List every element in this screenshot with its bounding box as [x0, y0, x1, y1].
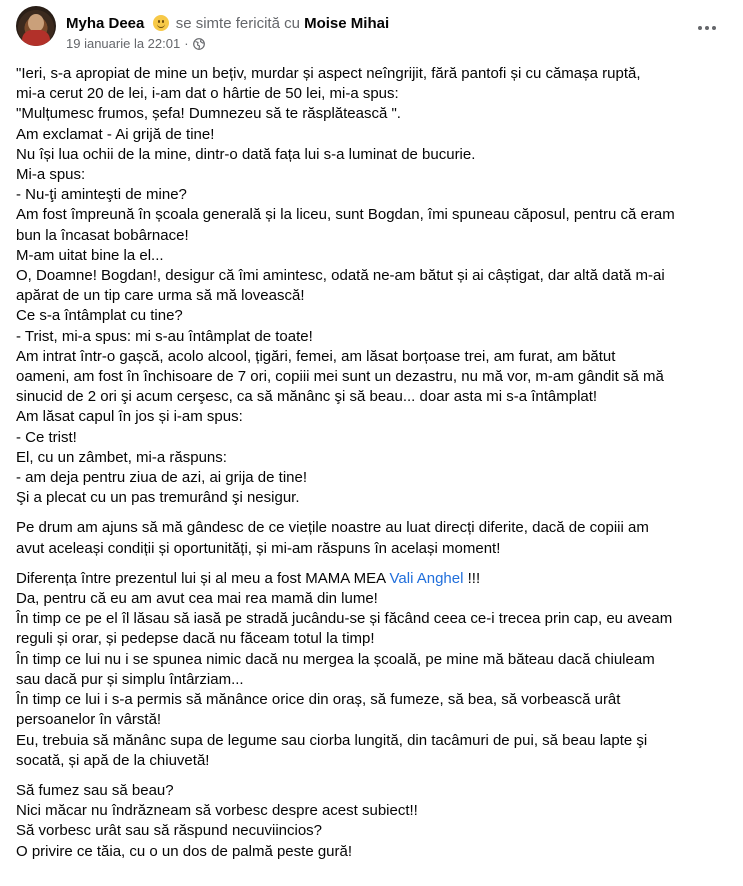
text-line: persoanelor în vârstă!: [16, 711, 162, 729]
text-line: avut aceleași condiții și oportunități, și mi-am răspuns în același moment!: [16, 539, 501, 557]
post-meta: [66, 36, 205, 52]
text-line: Nici măcar nu îndrăzneam să vorbesc despre acest subiect!!: [16, 802, 418, 820]
post-title-line: [66, 14, 389, 34]
text-line: - Nu-ţi aminteşti de mine?: [16, 186, 187, 204]
text-line: El, cu un zâmbet, mi-a răspuns:: [16, 448, 227, 466]
text-line: "Ieri, s-a apropiat de mine un bețiv, murdar și aspect neîngrijit, fără pantofi și cu cămașa ruptă,: [16, 65, 641, 82]
post-timestamp[interactable]: 19 ianuarie la 22:01: [66, 36, 181, 51]
text-line: Şi a plecat cu un pas tremurând şi nesigur.: [16, 489, 300, 507]
text-line: apărat de un tip care urma să mă lovească!: [16, 287, 305, 305]
text-line: În timp ce lui i s-a permis să mănânce orice din oraș, să fumeze, să bea, să vorbească urât: [16, 691, 621, 709]
text-line: Diferența între prezentul lui și al meu a fost MAMA MEA Vali Anghel !!!: [16, 569, 481, 587]
paragraph-4: [16, 781, 728, 862]
post-body: [16, 64, 728, 862]
text-line: Nu își lua ochii de la mine, dintr-o dată fața lui s-a luminat de bucurie.: [16, 145, 476, 163]
text-line: M-am uitat bine la el...: [16, 246, 164, 264]
text-line: O privire ce tăia, cu o un dos de palmă peste gură!: [16, 842, 353, 860]
text-line: Am exclamat - Ai grijă de tine!: [16, 125, 215, 143]
text-line: oameni, am fost în închisoare de 7 ori, copiii mei sunt un dezastru, nu mă vor, m-am gândit să mă: [16, 368, 664, 386]
text-line: O, Doamne! Bogdan!, desigur că îmi amintesc, odată ne-am bătut și ai câștigat, dar altă dată m-ai: [16, 267, 665, 285]
text-line: În timp ce pe el îl lăsau să iasă pe stradă jucându-se și făcând ceea ce-i trecea prin cap, eu aveam: [16, 610, 673, 628]
text-line: - am deja pentru ziua de azi, ai grija de tine!: [16, 469, 307, 487]
more-options-icon: [698, 26, 702, 30]
avatar[interactable]: [16, 6, 56, 46]
feeling-text: se simte fericită cu: [175, 15, 300, 32]
text-line: socată, și apă de la chiuvetă!: [16, 751, 210, 769]
author-name[interactable]: Myha Deea: [66, 15, 145, 32]
text-line: Să vorbesc urât sau să răspund necuviincios?: [16, 822, 323, 840]
text-line: Am intrat într-o gașcă, acolo alcool, țigări, femei, am lăsat borțoase trei, am furat, am bătut: [16, 347, 616, 365]
text-line: mi-a cerut 20 de lei, i-am dat o hârtie de 50 lei, mi-a spus:: [16, 85, 399, 103]
text-line: - Ce trist!: [16, 428, 77, 446]
paragraph-2: [16, 518, 728, 558]
text-line: "Mulțumesc frumos, șefa! Dumnezeu să te răsplătească ".: [16, 105, 401, 123]
text-line: sau dacă pur și simplu întârziam...: [16, 670, 244, 688]
text-line: Eu, trebuia să mănânc supa de legume sau ciorba lungită, din tacâmuri de pui, să beau lapte şi: [16, 731, 648, 749]
post-header: [16, 6, 733, 56]
text-line: - Trist, mi-a spus: mi s-au întâmplat de toate!: [16, 327, 313, 345]
text-line: Am lăsat capul în jos și i-am spus:: [16, 408, 243, 426]
text-line: Mi-a spus:: [16, 166, 86, 184]
text-line: reguli și orar, și pedepse dacă nu făceam totul la timp!: [16, 630, 375, 648]
tagged-person[interactable]: Moise Mihai: [304, 15, 390, 32]
meta-separator: ·: [184, 36, 189, 51]
text-line: Să fumez sau să beau?: [16, 781, 174, 799]
happy-emoji-icon: [153, 15, 169, 31]
more-options-button[interactable]: [689, 16, 725, 40]
avatar-shirt: [22, 30, 50, 46]
text-line: Ce s-a întâmplat cu tine?: [16, 307, 183, 325]
text-line: bun la încasat bobârnace!: [16, 226, 189, 244]
text-line: În timp ce lui nu i se spunea nimic dacă nu mergea la școală, pe mine mă băteau dacă chiuleam: [16, 650, 655, 668]
text-line: Da, pentru că eu am avut cea mai rea mamă din lume!: [16, 590, 378, 608]
paragraph-3: [16, 569, 728, 771]
text-line: Pe drum am ajuns să mă gândesc de ce viețile noastre au luat direcți diferite, dacă de copiii am: [16, 519, 649, 537]
globe-icon[interactable]: [193, 38, 205, 50]
paragraph-1: [16, 64, 728, 508]
text-line: Am fost împreună în școala generală și la liceu, sunt Bogdan, îmi spuneau căposul, pentru că eram: [16, 206, 675, 224]
text-line: sinucid de 2 ori şi acum cerşesc, ca să mănânc şi să beau... doar asta mi s-a întâmplat!: [16, 388, 598, 406]
mention-link[interactable]: Vali Anghel: [389, 569, 464, 587]
